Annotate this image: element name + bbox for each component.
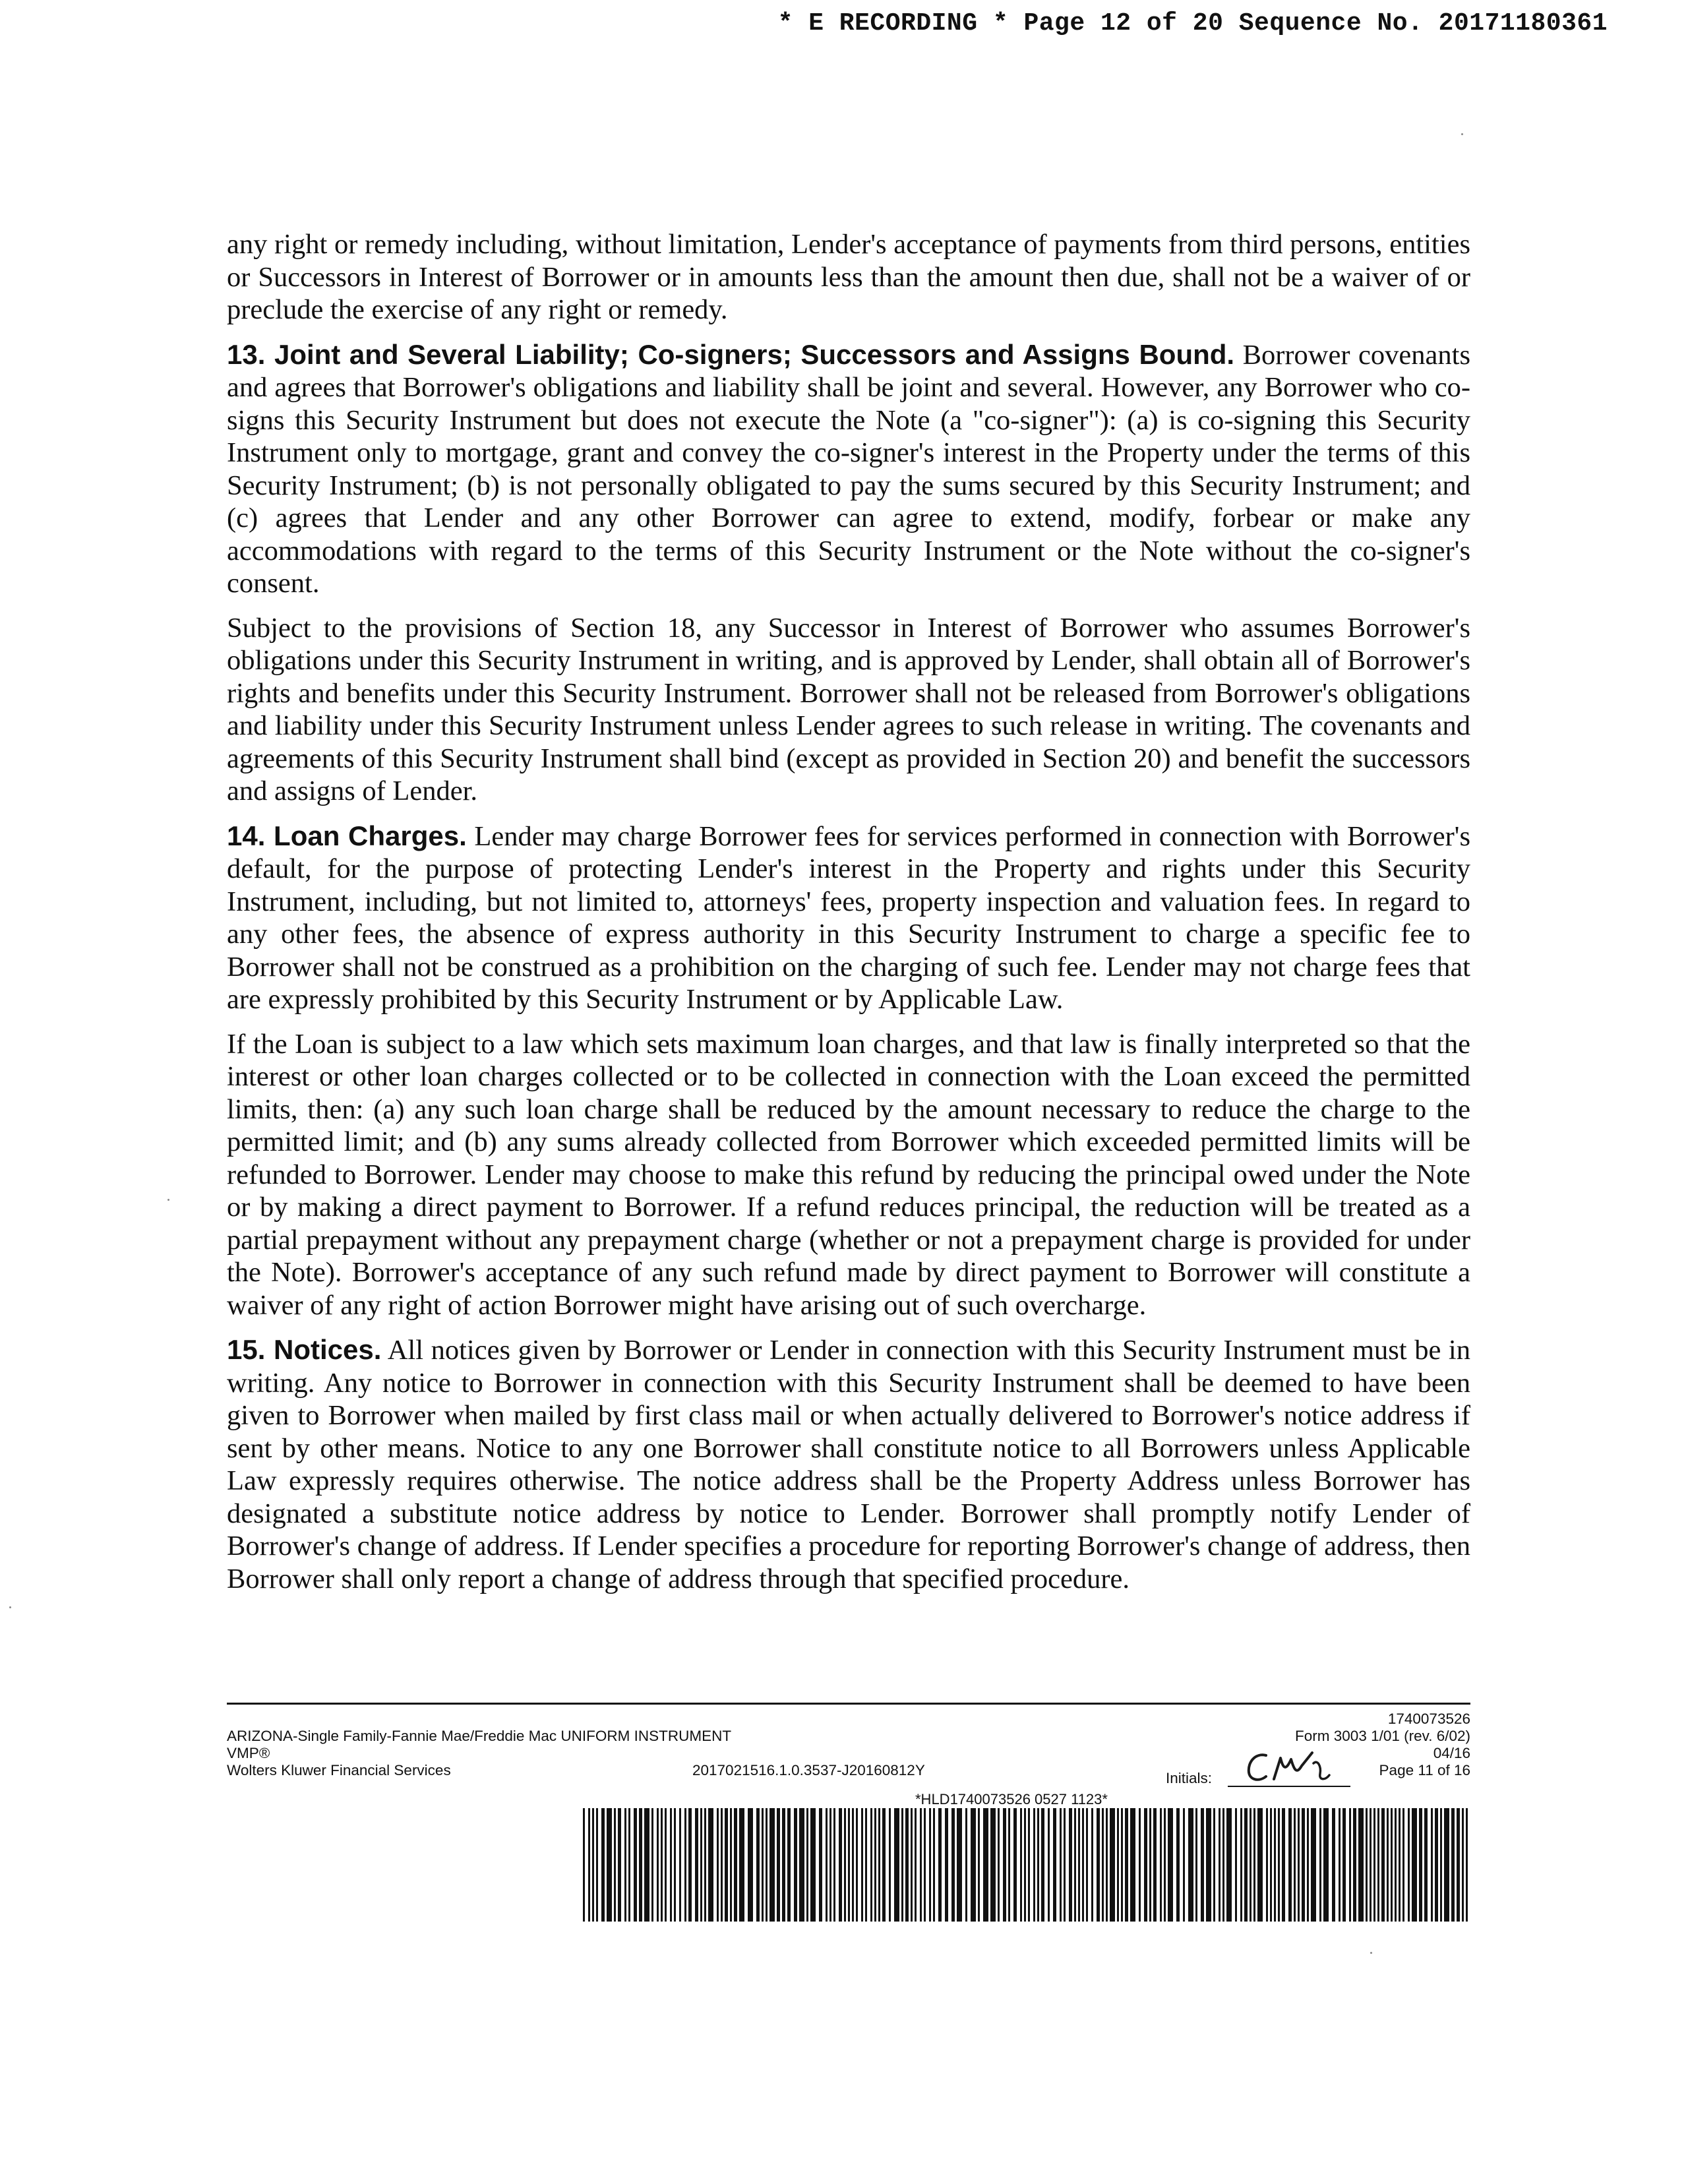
barcode-bar xyxy=(1060,1808,1062,1922)
barcode-bar xyxy=(978,1808,980,1922)
barcode-bar xyxy=(1353,1808,1356,1922)
continuation-paragraph: any right or remedy including, without limitation, Lender's acceptance of payments from third persons, entities or Successors in Interest of Borrower or in amounts less than the amount then due, shall not be a waiver of or preclude the exercise of any right or remedy. xyxy=(227,229,1470,325)
barcode-bar xyxy=(915,1808,917,1922)
barcode-bar xyxy=(1307,1808,1309,1922)
scan-speck xyxy=(1461,133,1463,135)
barcode xyxy=(583,1808,1470,1922)
barcode-bar xyxy=(929,1808,931,1922)
recording-header: * E RECORDING * Page 12 of 20 Sequence No. 20171180361 xyxy=(777,9,1608,38)
section-13-paragraph xyxy=(227,338,1470,600)
barcode-bar xyxy=(704,1808,706,1922)
barcode-bar xyxy=(1435,1808,1438,1922)
barcode-bar xyxy=(700,1808,702,1922)
barcode-bar xyxy=(1274,1808,1276,1922)
barcode-bar xyxy=(1121,1808,1123,1922)
barcode-bar xyxy=(1033,1808,1035,1922)
barcode-bar xyxy=(1391,1808,1393,1922)
section-15-title: 15. Notices. xyxy=(227,1334,382,1365)
barcode-bar xyxy=(717,1808,719,1922)
barcode-bar xyxy=(951,1808,955,1922)
barcode-bar xyxy=(1366,1808,1368,1922)
barcode-bar xyxy=(1288,1808,1292,1922)
scan-speck xyxy=(9,1606,11,1608)
barcode-bar xyxy=(810,1808,816,1922)
barcode-bar xyxy=(1086,1808,1088,1922)
barcode-bar xyxy=(1311,1808,1316,1922)
initials-label: Initials: xyxy=(1166,1770,1213,1786)
barcode-bar xyxy=(806,1808,808,1922)
barcode-bar xyxy=(1444,1808,1449,1922)
barcode-bar xyxy=(782,1808,785,1922)
barcode-bar xyxy=(1294,1808,1296,1922)
page-info: Page 11 of 16 xyxy=(1379,1762,1470,1778)
rev-date: 04/16 xyxy=(1433,1745,1470,1761)
initials-signature xyxy=(1240,1746,1345,1792)
barcode-bar xyxy=(651,1808,653,1922)
barcode-bar xyxy=(1153,1808,1157,1922)
section-14-paragraph-2: If the Loan is subject to a law which sets maximum loan charges, and that law is finally interpreted so that the interest or other loan charges collected or to be collected in connection with the Loan exceed the permitted limits, then: (a) any such loan charge shall be reduced by the amount necessary to reduce the charge to the permitted limit; and (b) any sums already collected from Borrower which exceeded permitted limits will be refunded to Borrower. Lender may choose to make this refund by reducing the principal owed under the Note or by making a direct payment to Borrower. If a refund reduces principal, the reduction will be treated as a partial prepayment without any prepayment charge (whether or not a prepayment charge is provided for under the Note). Borrower's acceptance of any such refund made by direct payment to Borrower will constitute a waiver of any right of action Borrower might have arising out of such overcharge. xyxy=(227,1028,1470,1321)
barcode-bar xyxy=(657,1808,659,1922)
loan-number: 1740073526 xyxy=(1387,1711,1470,1727)
section-14-text: Lender may charge Borrower fees for services performed in connection with Borrower's default, for the purpose of protecting Lender's interest in the Property and rights under this Security Instrument, including, but not limited to, attorneys' fees, property inspection and valuation fees. In regard to any other fees, the absence of express authority in this Security Instrument to charge a specific fee to Borrower shall not be construed as a prohibition on the charging of such fee. Lender may not charge fees that are expressly prohibited by this Security Instrument or by Applicable Law. xyxy=(227,820,1471,1015)
barcode-bar xyxy=(1219,1808,1221,1922)
barcode-bar xyxy=(634,1808,637,1922)
barcode-bar xyxy=(826,1808,828,1922)
barcode-bar xyxy=(924,1808,926,1922)
section-15-paragraph xyxy=(227,1333,1470,1595)
barcode-bar xyxy=(833,1808,835,1922)
barcode-bar xyxy=(1024,1808,1026,1922)
barcode-bar xyxy=(624,1808,626,1922)
barcode-bar xyxy=(1395,1808,1397,1922)
barcode-bar xyxy=(1266,1808,1268,1922)
barcode-bar xyxy=(794,1808,797,1922)
barcode-bar xyxy=(1139,1808,1141,1922)
barcode-bar xyxy=(1037,1808,1039,1922)
barcode-bar xyxy=(1402,1808,1404,1922)
barcode-bar xyxy=(998,1808,1000,1922)
barcode-bar xyxy=(1424,1808,1428,1922)
barcode-bar xyxy=(618,1808,621,1922)
barcode-bar xyxy=(1168,1808,1173,1922)
barcode-bar xyxy=(1358,1808,1364,1922)
barcode-bar xyxy=(601,1808,605,1922)
barcode-bar xyxy=(870,1808,872,1922)
section-15-text: All notices given by Borrower or Lender in connection with this Security Instrument must be in writing. Any notice to Borrower in connection with this Security Instrument shall be deemed to have been given to Borrower when mailed by first class mail or when actually delivered to Borrower's notice address if sent by other means. Notice to any one Borrower shall constitute notice to all Borrowers unless Applicable Law expressly requires otherwise. The notice address shall be the Property Address unless Borrower has designated a substitute notice address by notice to Lender. Borrower shall promptly notify Lender of Borrower's change of address. If Lender specifies a procedure for reporting Borrower's change of address, then Borrower shall only report a change of address through that specified procedure. xyxy=(227,1335,1470,1594)
barcode-bar xyxy=(644,1808,649,1922)
barcode-bar xyxy=(852,1808,854,1922)
barcode-bar xyxy=(756,1808,760,1922)
barcode-bar xyxy=(1282,1808,1285,1922)
barcode-bar xyxy=(856,1808,858,1922)
barcode-bar xyxy=(1323,1808,1329,1922)
document-code: 2017021516.1.0.3537-J20160812Y xyxy=(692,1762,925,1778)
barcode-bar xyxy=(829,1808,831,1922)
barcode-bar xyxy=(695,1808,698,1922)
barcode-bar xyxy=(1250,1808,1251,1922)
barcode-bar xyxy=(614,1808,616,1922)
barcode-bar xyxy=(588,1808,590,1922)
barcode-bar xyxy=(865,1808,867,1922)
barcode-bar xyxy=(990,1808,996,1922)
barcode-bar xyxy=(1008,1808,1010,1922)
barcode-bar xyxy=(965,1808,967,1922)
barcode-bar xyxy=(1451,1808,1455,1922)
barcode-bar xyxy=(1201,1808,1204,1922)
barcode-bar xyxy=(848,1808,850,1922)
barcode-bar xyxy=(739,1808,744,1922)
barcode-bar xyxy=(661,1808,663,1922)
barcode-bar xyxy=(911,1808,913,1922)
barcode-bar xyxy=(1462,1808,1464,1922)
barcode-bar xyxy=(639,1808,642,1922)
form-number: Form 3003 1/01 (rev. 6/02) xyxy=(1295,1728,1470,1744)
barcode-bar xyxy=(734,1808,737,1922)
barcode-bar xyxy=(1373,1808,1375,1922)
barcode-bar xyxy=(1222,1808,1224,1922)
barcode-bar xyxy=(882,1808,886,1922)
barcode-bar xyxy=(1319,1808,1321,1922)
footer-divider xyxy=(227,1703,1470,1705)
barcode-bar xyxy=(1195,1808,1197,1922)
scan-speck xyxy=(167,1199,169,1201)
section-14-title: 14. Loan Charges. xyxy=(227,820,467,851)
barcode-bar xyxy=(1332,1808,1335,1922)
section-13-title: 13. Joint and Several Liability; Co-signers; Successors and Assigns Bound. xyxy=(227,338,1235,370)
barcode-bar xyxy=(938,1808,942,1922)
barcode-bar xyxy=(1176,1808,1180,1922)
barcode-bar xyxy=(1387,1808,1389,1922)
barcode-bar xyxy=(1130,1808,1135,1922)
barcode-bar xyxy=(674,1808,676,1922)
barcode-bar xyxy=(1257,1808,1263,1922)
barcode-bar xyxy=(1240,1808,1242,1922)
scan-speck xyxy=(1370,1952,1372,1954)
barcode-bar xyxy=(1188,1808,1193,1922)
section-14-paragraph xyxy=(227,820,1470,1016)
barcode-bar xyxy=(684,1808,686,1922)
barcode-bar xyxy=(901,1808,903,1922)
barcode-bar xyxy=(1419,1808,1422,1922)
barcode-bar xyxy=(1091,1808,1093,1922)
barcode-bar xyxy=(878,1808,880,1922)
barcode-bar xyxy=(1013,1808,1017,1922)
barcode-bar xyxy=(1117,1808,1119,1922)
barcode-bar xyxy=(1278,1808,1280,1922)
vmp-label: VMP® xyxy=(227,1745,270,1761)
barcode-bar xyxy=(1431,1808,1433,1922)
barcode-bar xyxy=(1226,1808,1232,1922)
barcode-bar xyxy=(839,1808,842,1922)
barcode-bar xyxy=(894,1808,899,1922)
barcode-bar xyxy=(1213,1808,1215,1922)
barcode-bar xyxy=(1457,1808,1460,1922)
barcode-bar xyxy=(983,1808,988,1922)
document-body xyxy=(227,228,1470,1607)
barcode-bar xyxy=(628,1808,630,1922)
publisher-name: Wolters Kluwer Financial Services xyxy=(227,1762,451,1778)
barcode-bar xyxy=(1377,1808,1379,1922)
barcode-bar xyxy=(1412,1808,1417,1922)
barcode-bar xyxy=(596,1808,598,1922)
barcode-bar xyxy=(1097,1808,1100,1922)
barcode-bar xyxy=(799,1808,804,1922)
barcode-bar xyxy=(670,1808,672,1922)
barcode-bar xyxy=(1028,1808,1030,1922)
barcode-bar xyxy=(1106,1808,1108,1922)
barcode-bar xyxy=(1408,1808,1410,1922)
barcode-bar xyxy=(1164,1808,1166,1922)
barcode-bar xyxy=(766,1808,768,1922)
barcode-bar xyxy=(1082,1808,1084,1922)
barcode-bar xyxy=(777,1808,780,1922)
barcode-bar xyxy=(725,1808,728,1922)
barcode-bar xyxy=(1339,1808,1341,1922)
barcode-bar xyxy=(1302,1808,1305,1922)
barcode-bar xyxy=(769,1808,775,1922)
barcode-bar xyxy=(933,1808,935,1922)
barcode-bar xyxy=(920,1808,922,1922)
barcode-bar xyxy=(1003,1808,1006,1922)
barcode-bar xyxy=(945,1808,948,1922)
section-13-paragraph-2: Subject to the provisions of Section 18, any Successor in Interest of Borrower who assumes Borrower's obligations under this Security Instrument in writing, and is approved by Lender, shall obtain all of Borrower's rights and benefits under this Security Instrument. Borrower shall not be released from Borrower's obligations and liability under this Security Instrument unless Lender agrees to such release in writing. The covenants and agreements of this Security Instrument shall bind (except as provided in Section 20) and benefit the successors and assigns of Lender. xyxy=(227,612,1470,806)
barcode-bar xyxy=(1466,1808,1468,1922)
barcode-bar xyxy=(592,1808,594,1922)
barcode-bar xyxy=(1144,1808,1147,1922)
barcode-label: *HLD1740073526 0527 1123* xyxy=(915,1791,1108,1807)
barcode-bar xyxy=(905,1808,909,1922)
barcode-bar xyxy=(1342,1808,1346,1922)
barcode-bar xyxy=(1102,1808,1104,1922)
initials-underline xyxy=(1228,1786,1350,1787)
barcode-bar xyxy=(1349,1808,1351,1922)
barcode-bar xyxy=(583,1808,585,1922)
barcode-bar xyxy=(1206,1808,1211,1922)
barcode-bar xyxy=(1370,1808,1372,1922)
barcode-bar xyxy=(1183,1808,1185,1922)
barcode-bar xyxy=(1270,1808,1272,1922)
barcode-bar xyxy=(1235,1808,1237,1922)
barcode-bar xyxy=(1048,1808,1050,1922)
barcode-bar xyxy=(679,1808,681,1922)
barcode-bar xyxy=(819,1808,822,1922)
barcode-bar xyxy=(1149,1808,1151,1922)
barcode-bar xyxy=(1125,1808,1128,1922)
barcode-bar xyxy=(957,1808,962,1922)
form-title: ARIZONA-Single Family-Fannie Mae/Freddie Mac UNIFORM INSTRUMENT xyxy=(227,1728,732,1744)
barcode-bar xyxy=(1074,1808,1076,1922)
barcode-bar xyxy=(1381,1808,1385,1922)
barcode-bar xyxy=(889,1808,891,1922)
barcode-bar xyxy=(787,1808,791,1922)
barcode-bar xyxy=(1440,1808,1442,1922)
barcode-bar xyxy=(762,1808,764,1922)
barcode-bar xyxy=(1053,1808,1056,1922)
barcode-bar xyxy=(1064,1808,1066,1922)
barcode-bar xyxy=(1020,1808,1022,1922)
barcode-bar xyxy=(748,1808,753,1922)
barcode-bar xyxy=(665,1808,667,1922)
barcode-bar xyxy=(607,1808,612,1922)
barcode-bar xyxy=(1110,1808,1115,1922)
barcode-bar xyxy=(721,1808,723,1922)
barcode-bar xyxy=(844,1808,846,1922)
barcode-bar xyxy=(1069,1808,1072,1922)
barcode-bar xyxy=(1244,1808,1248,1922)
barcode-bar xyxy=(730,1808,732,1922)
barcode-bar xyxy=(1253,1808,1255,1922)
barcode-bar xyxy=(1399,1808,1401,1922)
barcode-bar xyxy=(1078,1808,1080,1922)
initials-signature-mark xyxy=(1240,1746,1345,1788)
barcode-bar xyxy=(874,1808,876,1922)
barcode-bar xyxy=(708,1808,713,1922)
barcode-bar xyxy=(1041,1808,1044,1922)
barcode-bar xyxy=(971,1808,976,1922)
barcode-bar xyxy=(688,1808,692,1922)
barcode-bar xyxy=(1298,1808,1300,1922)
barcode-bar xyxy=(1160,1808,1162,1922)
section-13-text: Borrower covenants and agrees that Borrower's obligations and liability shall be joint and several. However, any Borrower who co-signs this Security Instrument but does not execute the Note (a "co-signer"): (a) is co-signing this Security Instrument only to mortgage, grant and convey the co-signer's interest in the Property under the terms of this Security Instrument; (b) is not personally obligated to pay the sums secured by this Security Instrument; and (c) agrees that Lender and any other Borrower can agree to extend, modify, forbear or make any accommodations with regard to the terms of this Security Instrument or the Note without the co-signer's consent. xyxy=(227,339,1470,599)
barcode-bar xyxy=(861,1808,863,1922)
